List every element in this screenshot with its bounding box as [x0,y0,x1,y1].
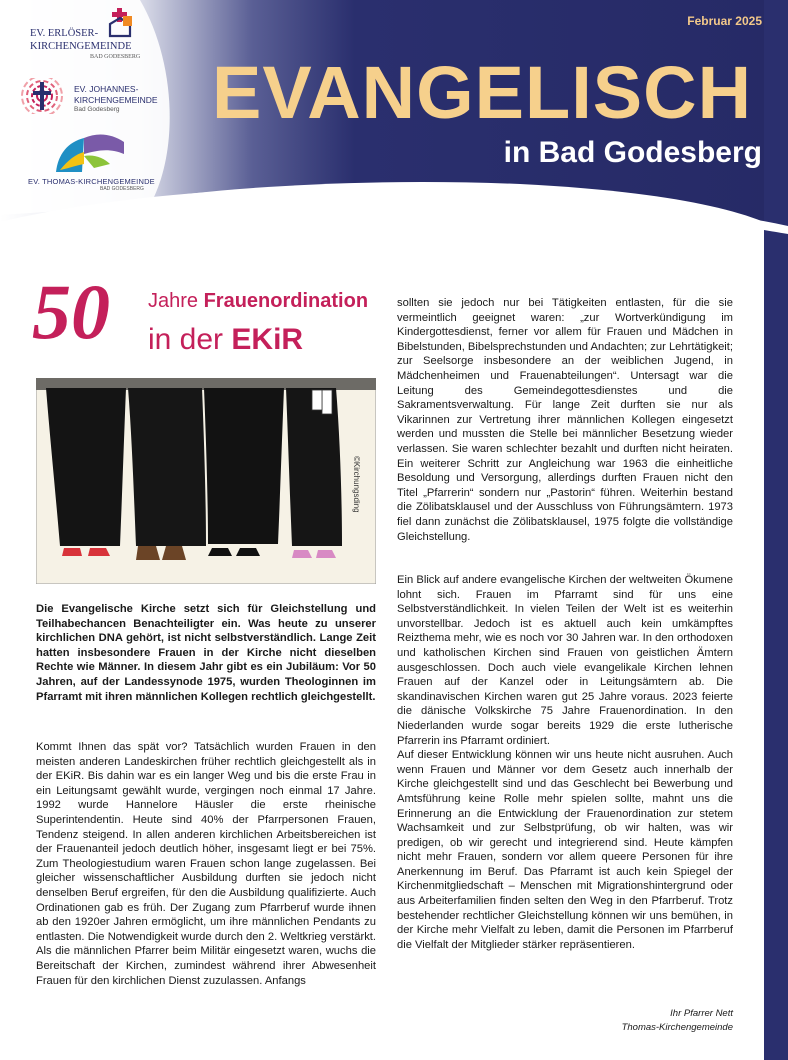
article-body-left: Kommt Ihnen das spät vor? Tatsächlich wurden Frauen in den meisten anderen Landeskirchen früher rechtlich gleichgestellt als in der EKiR. Bis dahin war es ein langer Weg und bis die erste Frau in ein Leitungsamt gewählt wurde, vergingen noch einmal 17 Jahre. 1992 wurde Hannelore Häusler die erste rheinische Superintendentin. Heute sind 40% der Pfarrpersonen Frauen, Tendenz steigend. In allen anderen kirchlichen Arbeitsbereichen ist der Frauenanteil jedoch deutlich höher, insgesamt liegt er bei 75%. Zum Theologiestudium waren Frauen schon lange zugelassen. Bei gleicher wissenschaftlicher Ausbildung durften sie jedoch nicht denselben Beruf ergreifen, für den die Ausbildung qualifizierte. Auch Ordinationen gab es früh. Der Zugang zum Pfarrberuf wurde ihnen ab den 1920er Jahren ermöglicht, um ihre männlichen Pendants zu entlasten. Die Notwendigkeit wurde durch den 2. Weltkrieg verstärkt. Als die männlichen Pfarrer beim Militär eingesetzt waren, wuchs die Bereitschaft der Kirchen, zumindest während ihrer Abwesenheit Frauen für den kirchlichen Dienst zuzulassen. Anfangs [36,741,376,987]
paragraph-ausblick: Auf dieser Entwicklung können wir uns heute nicht ausruhen. Auch wenn Frauen und Männer vor dem Gesetz auch innerhalb der Kirche gleichgestellt sind und das Geschlecht bei Bewerbung und Amtsführung keine Rolle mehr spielen sollte, mahnt uns die Erinnerung an die Entwicklung der Frauenordination zur stetem Wachsamkeit und zur Selbstprüfung, ob wir halten, was wir predigen, ob wir gerecht und integrierend sind. Heute kämpfen nicht mehr Frauen, sondern vor allem queere Personen für ihre Anerkennung im Beruf. Das Pfarramt ist auch kein Spiegel der Kirchenmitgliedschaft – Menschen mit Migrationshintergrund oder aus Arbeiterfamilien finden selten den Weg in den Pfarrberuf. Trotz bestehender rechtlicher Gleichstellung können wir uns bemühen, in der Kirche mehr Vielfalt zu leben, damit die Personen im Pfarrberuf die Vielfalt der Mitglieder stärker repräsentieren. [397,749,733,951]
article-body-right-part1: sollten sie jedoch nur bei Tätigkeiten entlasten, für die sie vermeintlich geeignet waren: „zur Wortverkündigung im Kindergottesdienst, ferner vor allem für Frauen und Mädchen in Bibelstunden, Bibelsprechstunden und Andachten; zur Lehrtätigkeit; zur Seelsorge insbesondere an der weiblichen Jugend, in Mädchenheimen und Frauenabteilungen“. Untersagt war die Leitung des Gemeindegottesdienstes und die Sakramentsverwaltung. Für lange Zeit durften sie nur als Vikarinnen zur Vertretung ihrer männlichen Kollegen eingesetzt werden und mussten die Stelle bei männlicher Besetzung wieder verlassen. Sie waren schlechter bezahlt und durften nicht heiraten. Ein weiterer Schritt zur Angleichung war 1963 die einheitliche Besoldung und Versorgung, allerdings durften Frauen nicht den Titel „Pfarrerin“ sondern nur „Pastorin“ führen. Weiterhin bestand die Zölibatsklausel und der Ausschluss von Führungsämtern. 1973 fiel dann zunächst die Zölibatsklausel, 1975 folgte die vollständige Gleichstellung. [397,297,733,543]
erloeser-church-logo [106,8,136,38]
thomas-church-logo [54,124,126,174]
erloeser-logo-line3: BAD GODESBERG [90,54,141,60]
johannes-logo-line3: Bad Godesberg [74,106,120,113]
masthead-subtitle: in Bad Godesberg [503,136,762,169]
johannes-church-logo [16,78,68,114]
signature-organization: Thomas-Kirchengemeinde [621,1022,733,1033]
thomas-logo-line1: EV. THOMAS-KIRCHENGEMEINDE [28,177,155,186]
johannes-logo-line1: EV. JOHANNES- [74,84,139,94]
thomas-logo-line2: BAD GODESBERG [100,186,144,192]
article-body-right-part2 [397,573,733,952]
paragraph-oekumene: Ein Blick auf andere evangelische Kirchen der weltweiten Ökumene lohnt sich. Frauen im Pfarramt sind für uns eine Selbstverständlichkeit. In vielen Teilen der Welt ist es weiterhin unvorstellbar. Jedoch ist es aktuell auch kein umkämpftes Reizthema mehr, wie es noch vor 30 Jahren war. In den orthodoxen und katholischen Kirchen sind Frauen von geistlichen Ämtern ausgeschlossen. Doch auch viele evangelikale Kirchen lehnen Frauen auf der Kanzel oder in Leitungsämtern ab. Die skandinavischen Kirchen waren gut 25 Jahre voraus. 2023 feierte die dänische Volkskirche 75 Jahre Frauenordination. In den Niederlanden wurde sogar bereits 1929 die erste lutherische Pfarrerin ins Pfarramt ordiniert. [397,574,733,747]
article-heading-line1: Jahre Frauenordination [148,290,369,312]
erloeser-logo-line2: KIRCHENGEMEINDE [30,41,132,52]
issue-date: Februar 2025 [687,14,762,28]
article-lead: Die Evangelische Kirche setzt sich für Gleichstellung und Teilhabechancen Benachteiligter ein. Was heute zu unserer kirchlichen DNA gehört, ist nicht selbstverständlich. Lange Zeit hatten insbesondere Frauen in der Kirche nicht dieselben Rechte wie Männer. In diesem Jahr gibt es ein Jubiläum: Vor 50 Jahren, auf der Landessynode 1975, wurden Theologinnen im Pfarramt mit ihren männlichen Kollegen rechtlich gleichgestellt. [36,603,376,703]
illustration-credit: ©Kirchungsding [352,456,361,513]
robed-pastors-illustration [36,378,376,584]
article-heading-line2: in der EKiR [148,323,304,356]
anniversary-number: 50 [32,268,110,355]
erloeser-logo-line1: EV. ERLÖSER- [30,28,99,39]
signature-name: Ihr Pfarrer Nett [670,1008,733,1019]
johannes-logo-line2: KIRCHENGEMEINDE [74,95,158,105]
masthead-title: EVANGELISCH [212,51,753,134]
